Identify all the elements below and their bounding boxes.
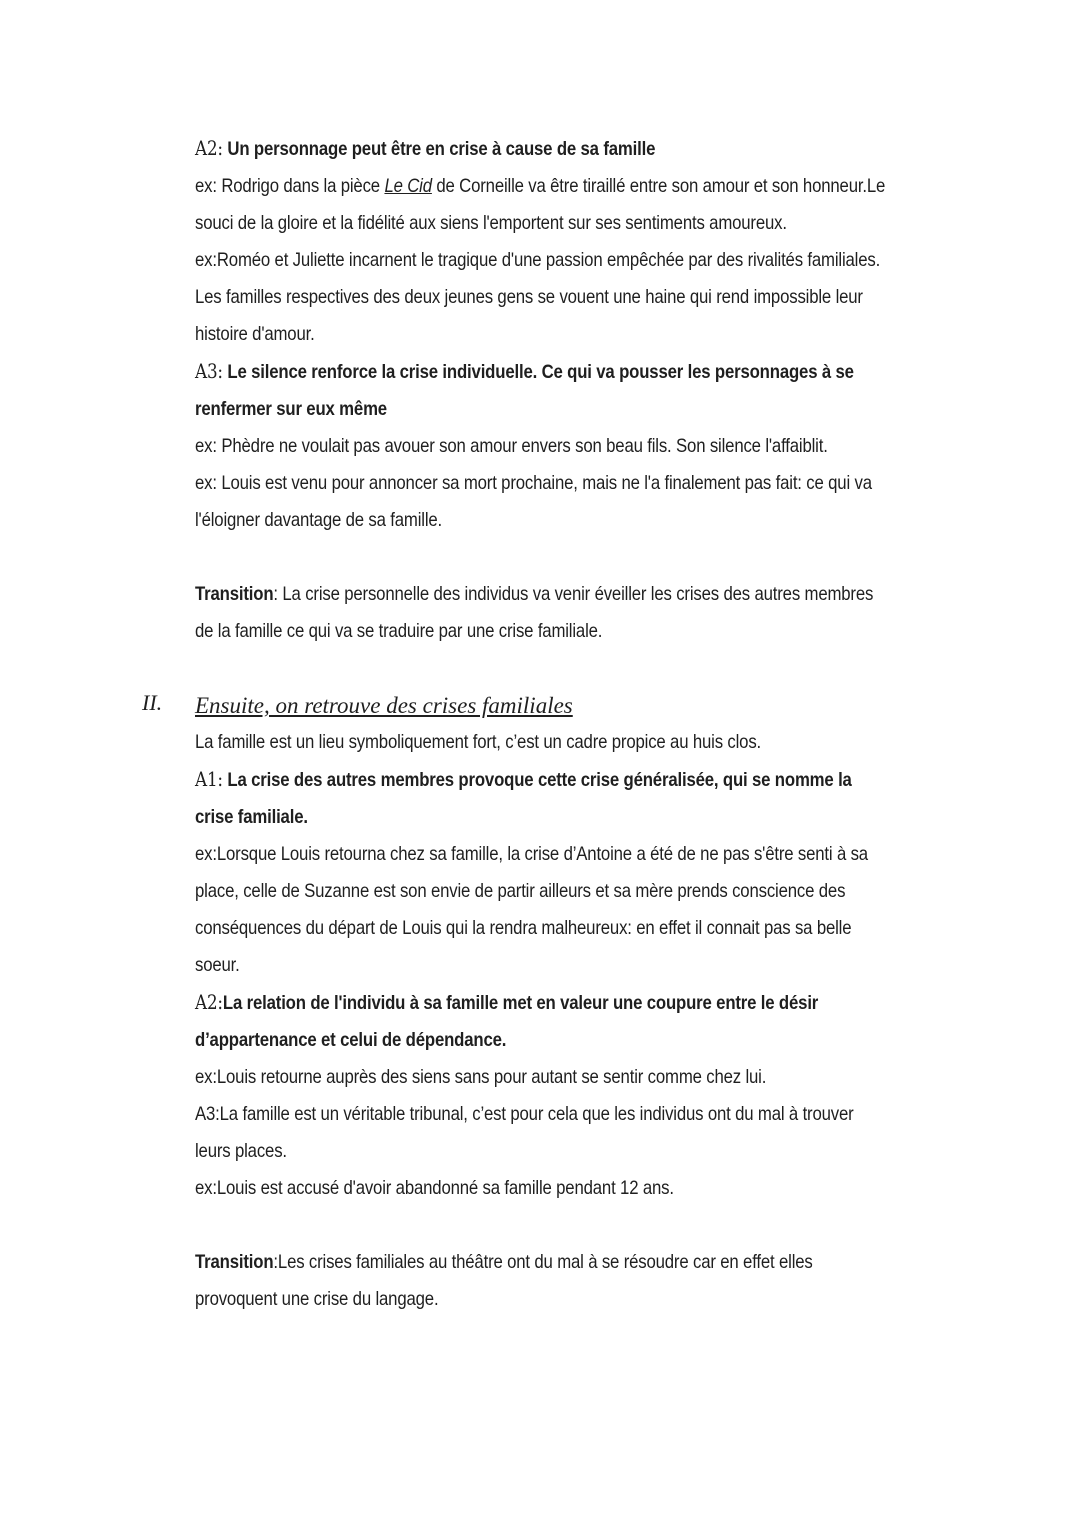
subpart-code: A1: — [195, 768, 223, 791]
transition-line: provoquent une crise du langage. — [195, 1288, 439, 1310]
spacer — [195, 650, 955, 687]
section-numeral: II. — [142, 690, 163, 715]
subpart-title-continued: renfermer sur eux même — [195, 398, 387, 420]
work-title-le-cid: Le Cid — [384, 175, 432, 197]
spacer — [195, 1207, 955, 1244]
subpart-a2-title — [195, 984, 952, 1022]
example-line: ex:Lorsque Louis retourna chez sa famille, la crise d’Antoine a été de ne pas s'être senti à sa — [195, 843, 868, 865]
subpart-title-continued: d’appartenance et celui de dépendance. — [195, 1029, 507, 1051]
example-line — [195, 168, 952, 205]
subpart-title-text: La relation de l'individu à sa famille met en valeur une coupure entre le désir — [222, 992, 819, 1014]
subpart-code: A2: — [195, 991, 223, 1014]
transition-line — [195, 1244, 952, 1281]
subpart-a2-title — [195, 130, 952, 168]
transition-text: : La crise personnelle des individus va venir éveiller les crises des autres membres — [273, 583, 874, 605]
subpart-a3-line: A3:La famille est un véritable tribunal, c’est pour cela que les individus ont du mal à trouver — [195, 1103, 854, 1125]
transition-label: Transition — [195, 583, 274, 605]
example-text: ex: Rodrigo dans la pièce — [195, 175, 385, 197]
example-line: conséquences du départ de Louis qui la rendra malheureux: en effet il connait pas sa belle — [195, 917, 852, 939]
subpart-code: A2: — [195, 137, 223, 160]
example-line: ex:Roméo et Juliette incarnent le tragique d'une passion empêchée par des rivalités familiales. — [195, 249, 881, 271]
subpart-title-continued: crise familiale. — [195, 806, 308, 828]
example-line: soeur. — [195, 954, 240, 976]
example-line: place, celle de Suzanne est son envie de partir ailleurs et sa mère prends conscience des — [195, 880, 846, 902]
transition-line: de la famille ce qui va se traduire par une crise familiale. — [195, 620, 603, 642]
subpart-a3-line: leurs places. — [195, 1140, 287, 1162]
subpart-title-text: Un personnage peut être en crise à cause de sa famille — [227, 138, 656, 160]
transition-text: :Les crises familiales au théâtre ont du mal à se résoudre car en effet elles — [273, 1251, 813, 1273]
example-line: ex:Louis est accusé d'avoir abandonné sa famille pendant 12 ans. — [195, 1177, 674, 1199]
example-line: ex:Louis retourne auprès des siens sans pour autant se sentir comme chez lui. — [195, 1066, 767, 1088]
example-line: histoire d'amour. — [195, 323, 315, 345]
example-line: ex: Phèdre ne voulait pas avouer son amour envers son beau fils. Son silence l'affaiblit. — [195, 435, 828, 457]
section-intro: La famille est un lieu symboliquement fort, c’est un cadre propice au huis clos. — [195, 731, 762, 753]
section-heading: Ensuite, on retrouve des crises familiales — [195, 693, 573, 718]
subpart-title-text: La crise des autres membres provoque cette crise généralisée, qui se nomme la — [227, 769, 852, 791]
example-line: souci de la gloire et la fidélité aux siens l'emportent sur ses sentiments amoureux. — [195, 212, 787, 234]
document-body — [195, 130, 955, 1318]
example-line: l'éloigner davantage de sa famille. — [195, 509, 443, 531]
subpart-a3-title — [195, 353, 952, 391]
subpart-title-text: Le silence renforce la crise individuelle. Ce qui va pousser les personnages à se — [227, 361, 854, 383]
transition-line — [195, 576, 952, 613]
spacer — [195, 539, 955, 576]
example-line: Les familles respectives des deux jeunes gens se vouent une haine qui rend impossible leur — [195, 286, 863, 308]
example-line: ex: Louis est venu pour annoncer sa mort prochaine, mais ne l'a finalement pas fait: ce qui va — [195, 472, 872, 494]
transition-label: Transition — [195, 1251, 274, 1273]
subpart-a1-title — [195, 761, 952, 799]
example-text: de Corneille va être tiraillé entre son amour et son honneur.Le — [431, 175, 886, 197]
subpart-code: A3: — [195, 360, 223, 383]
